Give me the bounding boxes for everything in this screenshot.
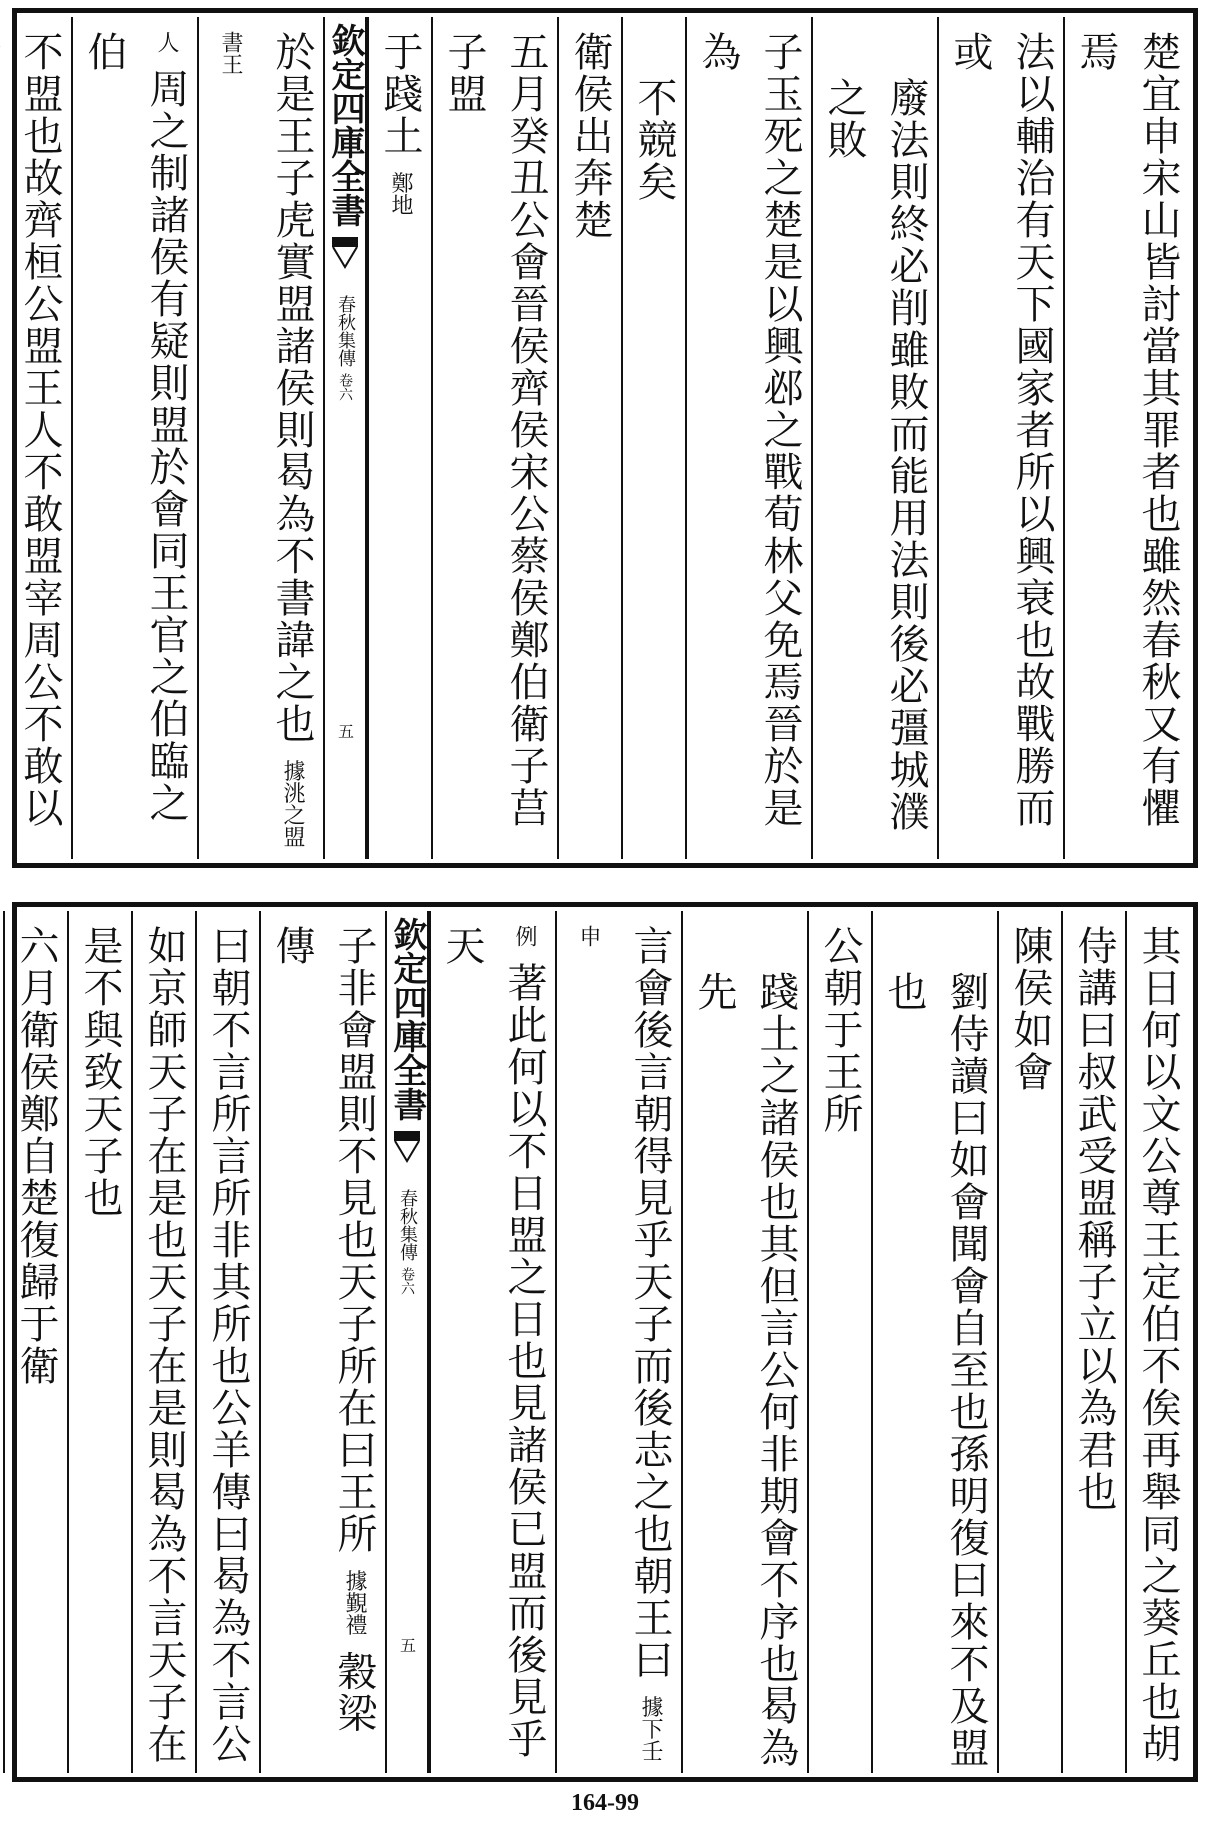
center-band xyxy=(385,911,429,1773)
band-book-title: 春秋集傳 xyxy=(397,1189,418,1261)
text-column: 是不與致天子也 xyxy=(67,911,131,1773)
annotation-note: 據洮之盟書王 xyxy=(218,31,305,848)
text-column xyxy=(367,17,431,859)
text-column: 公朝于王所 xyxy=(807,911,871,1773)
text-column: 廢法則終必削雖敗而能用法則後必彊城濮之敗 xyxy=(811,17,937,859)
text-column xyxy=(259,911,385,1773)
text-column xyxy=(71,17,197,859)
text-column: 衛侯出奔楚 xyxy=(557,17,621,859)
text-column: 劉侍讀曰如會聞會自至也孫明復曰來不及盟也 xyxy=(871,911,997,1773)
band-volume: 卷六 xyxy=(337,373,353,401)
column-text: 於是王子虎實盟諸侯則曷為不書諱之也 xyxy=(269,31,315,745)
page-footer-number: 164-99 xyxy=(571,1790,639,1816)
text-column: 踐土之諸侯也其但言公何非期會不序也曷為先 xyxy=(681,911,807,1773)
band-title: 欽定四庫全書 xyxy=(387,917,427,1121)
top-page xyxy=(12,8,1198,868)
column-text: 穀梁傳 xyxy=(269,925,377,1735)
bottom-page xyxy=(12,902,1198,1782)
annotation-note: 據下壬申 xyxy=(576,925,663,1762)
column-text: 言會後言朝得見乎天子而後志之也朝王曰 xyxy=(627,925,673,1681)
text-column: 陳侯如會 xyxy=(997,911,1061,1773)
text-column: 如京師天子在是也天子在是則曷為不言天子在 xyxy=(131,911,195,1773)
column-text: 周之制諸侯有疑則盟於會同王官之伯臨之伯 xyxy=(81,31,189,824)
text-column: 不競矣 xyxy=(621,17,685,859)
text-column xyxy=(197,17,323,859)
annotation-note: 人 xyxy=(154,31,179,53)
text-column xyxy=(429,911,555,1773)
text-column: 其日何以文公尊王定伯不俟再舉同之葵丘也胡 xyxy=(1125,911,1189,1773)
text-column xyxy=(555,911,681,1773)
fish-tail-icon xyxy=(332,237,358,277)
annotation-note: 例 xyxy=(512,925,537,947)
column-text: 于踐土 xyxy=(377,31,423,157)
text-column: 子玉死之楚是以興邲之戰荀林父免焉晉於是為 xyxy=(685,17,811,859)
column-text: 著此何以不日盟之日也見諸侯已盟而後見乎天 xyxy=(439,925,547,1760)
band-title: 欽定四庫全書 xyxy=(325,23,365,227)
annotation-note: 鄭地 xyxy=(388,171,413,216)
column-text: 子非會盟則不見也天子所在曰王所 xyxy=(331,925,377,1555)
band-volume: 卷六 xyxy=(399,1267,415,1295)
text-column: 五月癸丑公會晉侯齊侯宋公蔡侯鄭伯衛子莒子盟 xyxy=(431,17,557,859)
text-column: 楚宜申宋山皆討當其罪者也雖然春秋又有懼焉 xyxy=(1063,17,1189,859)
band-page-number: 五 xyxy=(335,723,355,739)
text-column: 不盟也故齊桓公盟王人不敢盟宰周公不敢以 xyxy=(0,17,71,859)
text-column: 侍講曰叔武受盟稱子立以為君也 xyxy=(1061,911,1125,1773)
text-column: 曰朝不言所言所非其所也公羊傳曰曷為不言公 xyxy=(195,911,259,1773)
center-band xyxy=(323,17,367,859)
text-column: 六月衛侯鄭自楚復歸于衛 xyxy=(3,911,67,1773)
band-book-title: 春秋集傳 xyxy=(335,295,356,367)
text-column: 法以輔治有天下國家者所以興衰也故戰勝而或 xyxy=(937,17,1063,859)
band-page-number: 五 xyxy=(397,1637,417,1653)
annotation-note: 據覲禮 xyxy=(342,1569,367,1636)
fish-tail-icon xyxy=(394,1131,420,1171)
